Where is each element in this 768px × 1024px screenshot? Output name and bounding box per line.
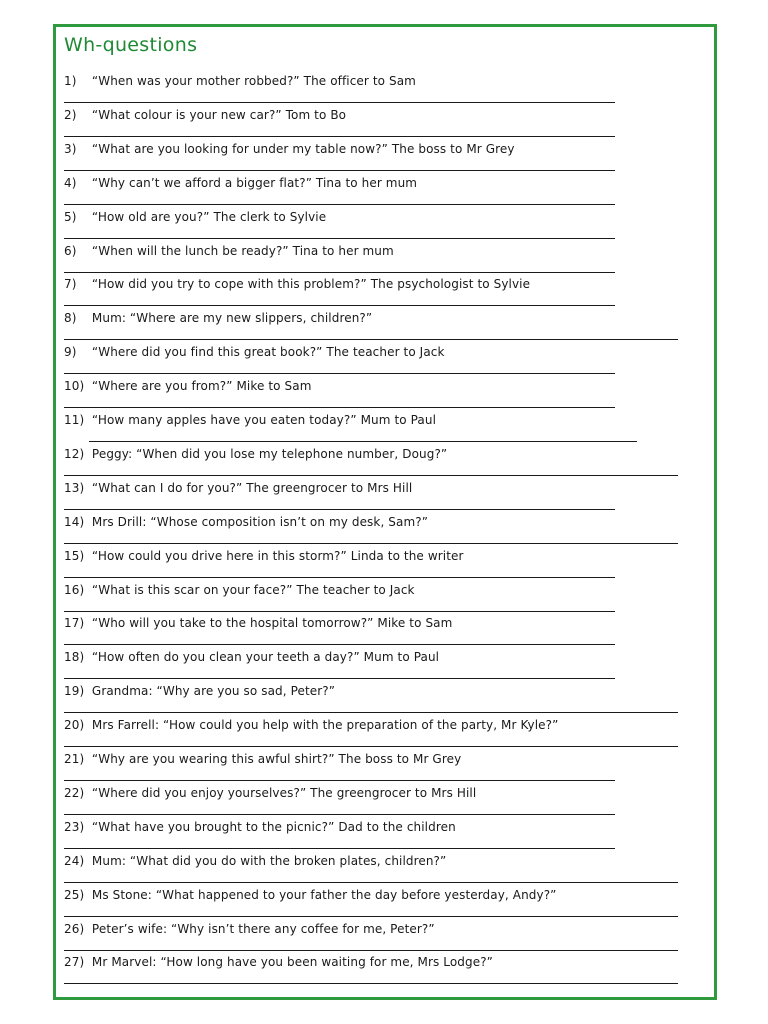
question-item (64, 107, 346, 123)
question-number: 13) (64, 480, 85, 495)
question-item (64, 276, 530, 292)
question-item (64, 921, 435, 937)
answer-line[interactable] (64, 611, 615, 612)
answer-line[interactable] (64, 983, 678, 984)
question-item (64, 378, 312, 394)
question-item (64, 887, 556, 903)
question-number: 27) (64, 955, 85, 970)
question-item (64, 717, 558, 733)
question-number: 20) (64, 718, 85, 733)
question-number: 2) (64, 107, 77, 122)
question-text: “When was your mother robbed?” The officer to Sam (91, 74, 416, 88)
question-item (64, 683, 335, 699)
question-text: “How many apples have you eaten today?” Mum to Paul (91, 413, 436, 427)
question-item (64, 819, 456, 835)
answer-line[interactable] (64, 407, 615, 408)
question-text: “How did you try to cope with this problem?” The psychologist to Sylvie (91, 277, 531, 292)
answer-line[interactable] (64, 746, 678, 747)
question-text: “Where are you from?” Mike to Sam (91, 379, 312, 394)
question-item (64, 480, 412, 496)
question-number: 25) (64, 887, 85, 902)
question-text: “When will the lunch be ready?” Tina to her mum (91, 243, 394, 258)
question-text: Peggy: “When did you lose my telephone number, Doug?” (91, 446, 448, 461)
question-item (64, 310, 372, 326)
question-number: 4) (64, 175, 77, 190)
question-text: “How old are you?” The clerk to Sylvie (91, 209, 327, 224)
answer-line[interactable] (64, 305, 615, 306)
question-text: “What have you brought to the picnic?” Dad to the children (91, 819, 456, 834)
question-text: “Who will you take to the hospital tomorrow?” Mike to Sam (91, 616, 453, 631)
answer-line[interactable] (64, 814, 615, 815)
answer-line[interactable] (64, 238, 615, 239)
question-text: “Where did you enjoy yourselves?” The greengrocer to Mrs Hill (91, 785, 477, 800)
answer-line[interactable] (64, 373, 615, 374)
question-text: Grandma: “Why are you so sad, Peter?” (91, 684, 336, 699)
answer-line[interactable] (64, 339, 678, 340)
answer-line[interactable] (64, 204, 615, 205)
question-number: 16) (64, 582, 85, 597)
question-text: Ms Stone: “What happened to your father the day before yesterday, Andy?” (91, 887, 557, 902)
question-number: 7) (64, 277, 77, 292)
question-text: Mrs Drill: “Whose composition isn’t on my desk, Sam?” (91, 514, 429, 529)
question-number: 14) (64, 514, 85, 529)
question-item (64, 615, 452, 631)
question-number: 19) (64, 684, 85, 699)
question-number: 5) (64, 209, 77, 224)
question-item (64, 514, 428, 530)
question-number: 1) (64, 74, 77, 88)
answer-line[interactable] (64, 950, 678, 951)
question-number: 8) (64, 311, 77, 326)
question-number: 15) (64, 548, 85, 563)
question-item (64, 649, 439, 665)
answer-line[interactable] (64, 644, 615, 645)
question-text: Peter’s wife: “Why isn’t there any coffee for me, Peter?” (91, 921, 435, 936)
question-number: 6) (64, 243, 77, 258)
question-text: “What is this scar on your face?” The teacher to Jack (91, 582, 415, 597)
question-text: “How could you drive here in this storm?” Linda to the writer (91, 548, 464, 563)
question-item (64, 548, 464, 564)
question-item (64, 209, 326, 225)
question-item (64, 73, 416, 89)
question-text: “What can I do for you?” The greengrocer to Mrs Hill (91, 480, 413, 495)
worksheet-title: Wh-questions (64, 34, 198, 56)
question-number: 11) (64, 413, 85, 427)
question-number: 23) (64, 819, 85, 834)
question-item (64, 446, 447, 462)
question-number: 24) (64, 853, 85, 868)
question-text: Mum: “Where are my new slippers, children?” (91, 311, 373, 326)
question-number: 22) (64, 785, 85, 800)
question-text: “Why can’t we afford a bigger flat?” Tina to her mum (91, 175, 418, 190)
question-item (64, 582, 415, 598)
answer-line[interactable] (64, 712, 678, 713)
answer-line[interactable] (64, 780, 615, 781)
answer-line[interactable] (64, 916, 678, 917)
question-item (64, 243, 394, 259)
answer-line[interactable] (64, 136, 615, 137)
question-number: 17) (64, 616, 85, 631)
answer-line[interactable] (64, 848, 615, 849)
question-number: 10) (64, 379, 85, 394)
answer-line[interactable] (64, 170, 615, 171)
question-item (64, 785, 476, 801)
question-text: Mum: “What did you do with the broken plates, children?” (91, 853, 447, 868)
question-item (64, 954, 493, 970)
question-text: “What colour is your new car?” Tom to Bo (91, 107, 347, 122)
question-text: “What are you looking for under my table now?” The boss to Mr Grey (91, 141, 515, 156)
answer-line[interactable] (64, 678, 615, 679)
question-text: Mrs Farrell: “How could you help with the preparation of the party, Mr Kyle?” (91, 718, 559, 733)
question-number: 3) (64, 141, 77, 156)
question-item (64, 853, 446, 869)
question-text: “How often do you clean your teeth a day?” Mum to Paul (91, 650, 440, 665)
question-text: “Where did you find this great book?” The teacher to Jack (91, 345, 445, 360)
question-item (64, 412, 436, 428)
question-number: 26) (64, 921, 85, 936)
question-item (64, 751, 461, 767)
answer-line[interactable] (64, 475, 678, 476)
answer-line[interactable] (64, 509, 615, 510)
question-number: 9) (64, 345, 77, 360)
answer-line[interactable] (64, 272, 615, 273)
question-number: 18) (64, 650, 85, 665)
answer-line[interactable] (64, 882, 678, 883)
question-text: “Why are you wearing this awful shirt?” The boss to Mr Grey (91, 752, 462, 766)
question-number: 21) (64, 752, 85, 766)
question-item (64, 344, 445, 360)
answer-line[interactable] (64, 577, 615, 578)
answer-line[interactable] (64, 543, 678, 544)
question-text: Mr Marvel: “How long have you been waiting for me, Mrs Lodge?” (91, 955, 493, 970)
question-item (64, 141, 515, 157)
answer-line[interactable] (64, 102, 615, 103)
answer-line[interactable] (89, 441, 637, 442)
question-number: 12) (64, 446, 85, 461)
question-item (64, 175, 417, 191)
